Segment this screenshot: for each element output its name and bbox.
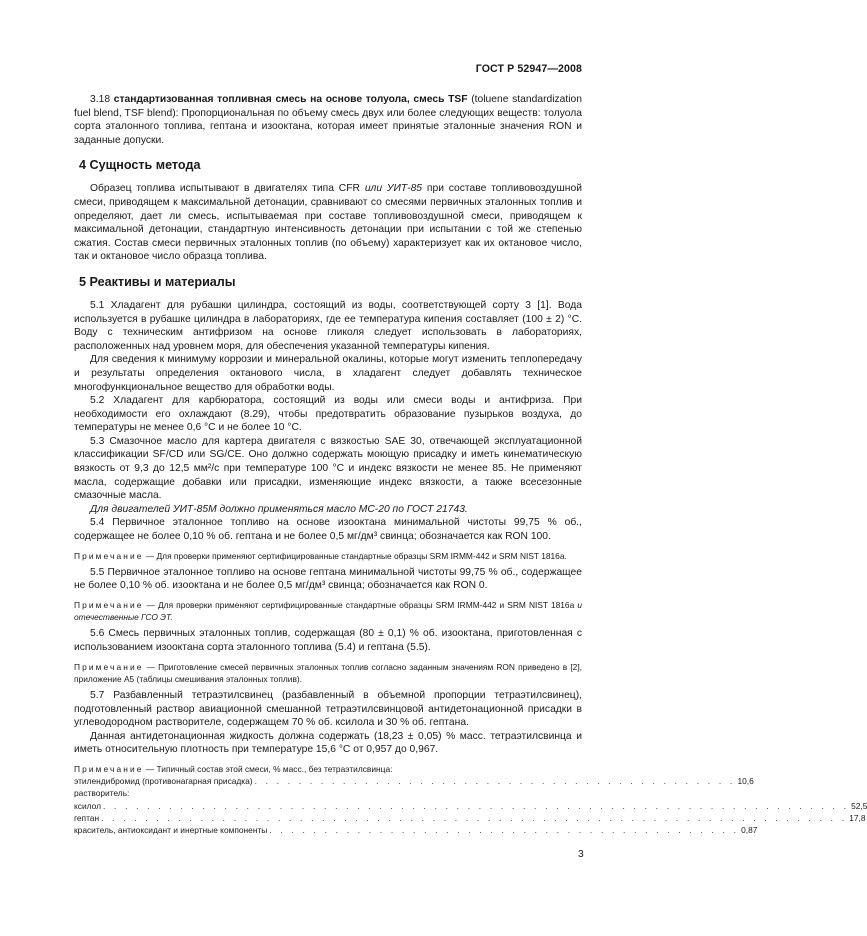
leader-dots: . . . . . . . . . . . . . . . . . . . . . . . . . . . . . . . . . . . . . . . . . . . . <box>254 776 736 787</box>
clause-5-7-continuation: Данная антидетонационная жидкость должна содержать (18,23 ± 0,05) % масс. тетраэтилсвинца и иметь относительную плотность при температуре 15,6 °С от 0,957 до 0,967. <box>74 730 582 756</box>
component-name: растворитель: <box>74 788 130 799</box>
definition-text: (toluene standardization fuel blend, TSF blend): Пропорциональная по объему смесь двух или более следующих веществ: толуола сорта эталонного топлива, гептана и изооктана, которая имеет принятые эталонные значения RON и заданные допуски. <box>74 94 582 146</box>
document-code: ГОСТ Р 52947—2008 <box>475 63 582 75</box>
clause-5-5: 5.5 Первичное эталонное топливо на основе гептана минимальной чистоты 99,75 % об., содержащее не более 0,10 % об. изооктана и не более 0,5 мг/дм³ свинца; обозначается как RON 0. <box>74 566 582 592</box>
section-4-paragraph <box>74 182 582 264</box>
composition-row <box>74 824 758 836</box>
note-text: — Типичный состав этой смеси, % масс., без тетраэтилсвинца: <box>143 763 393 774</box>
note-label: Примечание <box>74 763 144 774</box>
component-value: 17,8 <box>849 813 866 824</box>
component-name: краситель, антиоксидант и инертные компоненты <box>74 825 268 836</box>
note-label: Примечание <box>74 600 144 611</box>
defined-term: стандартизованная топливная смесь на основе толуола, смесь TSF <box>113 94 468 105</box>
note-5-5 <box>74 599 582 623</box>
note-text: — Для проверки применяют сертифицированные стандартные образцы SRM IRMM-442 и SRM NIST 1816a. <box>143 550 567 561</box>
clause-5-3-national-addition: Для двигателей УИТ-85М должно применяться масло МС-20 по ГОСТ 21743. <box>90 503 468 515</box>
clause-5-1-continuation: Для сведения к минимуму коррозии и минеральной окалины, которые могут изменить теплопередачу и результаты определения октанового числа, в хладагент следует добавлять техническое многофункциональное вещество для обработки воды. <box>74 354 582 393</box>
clause-5-1: 5.1 Хладагент для рубашки цилиндра, состоящий из воды, соответствующей сорту 3 [1]. Вода используется в рубашке цилиндра в лабораториях, где ее температура кипения составляет (100 ± 2) °С. Воду с техническим антифризом на основе гликоля следует использовать в лабораториях, расположенных над уровнем моря, для обеспечения указанной температуры кипения. <box>74 299 582 352</box>
component-value: 52,5 <box>851 800 867 811</box>
clause-5-3: 5.3 Смазочное масло для картера двигателя с вязкостью SAE 30, отвечающей эксплуатационной классификации SF/CD или SG/CE. Оно должно содержать моющую присадку и иметь кинематическую вязкость от 9,3 до 12,5 мм²/с при температуре 100 °С и индекс вязкости не менее 85. Не применяют масла, содержащие добавки или присадки, изменяющие индекс вязкости, а также всесезонные смазочные масла. <box>74 435 582 502</box>
note-text: — Приготовление смесей первичных эталонных топлив согласно заданным значениям RON приведено в [2], приложение А5 (таблицы смешивания эталонных топлив). <box>74 661 582 684</box>
page-number: 3 <box>578 849 584 860</box>
clause-5-4: 5.4 Первичное эталонное топливо на основе изооктана минимальной чистоты 99,75 % об., содержащее не более 0,10 % об. гептана и не более 0,5 мг/дм³ свинца; обозначается как RON 100. <box>74 517 582 543</box>
component-value: 10,6 <box>737 776 754 787</box>
clause-5-7: 5.7 Разбавленный тетраэтилсвинец (разбавленный в объемной пропорции тетраэтилсвинец), подготовленный раствор авиационной смешанной тетраэтилсвинцовой антидетонационной присадки в углеводородном растворителе, содержащем 70 % об. ксилола и 30 % об. гептана. <box>74 690 582 729</box>
note-national-addition: и отечественные ГСО ЭТ. <box>74 600 582 623</box>
clause-5-2: 5.2 Хладагент для карбюратора, состоящий из воды или смеси воды и антифриза. При необходимости его охлаждают (8.29), чтобы предотвратить образование пузырьков воздуха, до температуры не менее 0,6 °С и не более 10 °С. <box>74 395 582 434</box>
composition-list <box>74 775 867 836</box>
composition-row <box>74 800 867 812</box>
note-5-6 <box>74 661 582 685</box>
section-5-heading: 5 Реактивы и материалы <box>79 274 236 289</box>
component-name: ксилол <box>74 800 101 811</box>
national-addition-text: или УИТ-85 <box>364 183 423 195</box>
leader-dots: . . . . . . . . . . . . . . . . . . . . . . . . . . . . . . . . . . . . . . . . . . . . . . . . . . . . . . . . . . . . . . . . . . . . <box>101 813 848 824</box>
note-5-7 <box>74 763 582 775</box>
clause-number: 3.18 <box>90 94 114 105</box>
note-5-4 <box>74 550 582 562</box>
leader-dots: . . . . . . . . . . . . . . . . . . . . . . . . . . . . . . . . . . . . . . . . . . . <box>269 825 740 836</box>
composition-row <box>74 787 368 799</box>
note-text: — Для проверки применяют сертифицированные стандартные образцы SRM IRMM-442 и SRM NIST 1816a <box>143 600 578 611</box>
section-4-heading: 4 Сущность метода <box>79 158 201 173</box>
note-label: Примечание <box>74 661 144 672</box>
text-run: при составе топливовоздушной смеси, приводящем к максимальной детонации, сравнивают со смесями первичных эталонных топлив и определяют, дает ли смесь, испытываемая при составе топливовоздушной смеси, приводящем к максимальной детонации, стандартную интенсивность детонации при испытании с той же степенью сжатия. Состав смеси первичных эталонных топлив (по объему) характеризует как их октановое число, так и октановое число образца топлива. <box>74 183 582 263</box>
text-run: Образец топлива испытывают в двигателях типа CFR <box>90 183 365 195</box>
clause-5-6: 5.6 Смесь первичных эталонных топлив, содержащая (80 ± 0,1) % об. изооктана, приготовленная с использованием изооктана сорта эталонного топлива (5.4) и гептана (5.5). <box>74 628 582 654</box>
note-label: Примечание <box>74 550 144 561</box>
component-name: этилендибромид (противонагарная присадка) <box>74 776 253 787</box>
component-value: 0,87 <box>741 825 758 836</box>
composition-row <box>74 775 754 787</box>
component-name: гептан <box>74 813 100 824</box>
leader-dots: . . . . . . . . . . . . . . . . . . . . . . . . . . . . . . . . . . . . . . . . . . . . . . . . . . . . . . . . . . . . . . . . . . . . <box>102 800 850 811</box>
document-body <box>74 93 867 837</box>
composition-row <box>74 812 866 824</box>
definition-3-18 <box>74 93 582 147</box>
